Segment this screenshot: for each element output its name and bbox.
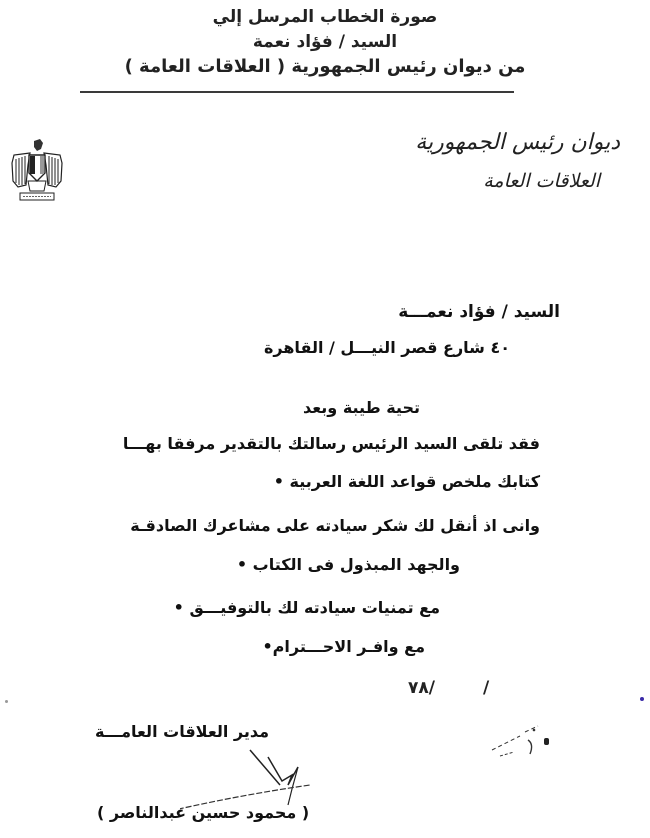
recipient-address: ٤٠ شارع قصر النيـــل / القاهرة <box>263 338 510 357</box>
header-line-2: السيد / فؤاد نعمة <box>252 32 398 52</box>
date-separator: / <box>483 678 490 698</box>
closing-line: مع وافـر الاحـــترام• <box>262 637 425 656</box>
body-line-4: والجهد المبذول فى الكتاب • <box>236 555 460 574</box>
signatory-name: ( محمود حسين عبدالناصر ) <box>97 803 310 822</box>
eagle-emblem-icon <box>8 135 66 207</box>
scan-speck <box>5 700 8 703</box>
body-line-2: كتابك ملخص قواعد اللغة العربية • <box>273 472 540 491</box>
header-line-1: صورة الخطاب المرسل إلي <box>212 7 438 27</box>
date-year: ٧٨/ <box>408 678 435 698</box>
header-line-3: من ديوان رئيس الجمهورية ( العلاقات العامة ) <box>124 56 526 77</box>
header-divider <box>80 91 514 93</box>
signatory-title: مدير العلاقات العامـــة <box>95 722 270 741</box>
letterhead-presidency: ديوان رئيس الجمهورية <box>415 130 620 155</box>
body-line-5: مع تمنيات سيادته لك بالتوفيـــق • <box>173 598 440 617</box>
body-line-3: وانى اذ أنقل لك شكر سيادته على مشاعرك الصادقـة <box>130 516 540 535</box>
recipient-name: السيد / فؤاد نعمـــة <box>398 302 560 322</box>
handwritten-initials <box>480 700 600 760</box>
greeting: تحية طيبة وبعد <box>303 398 420 417</box>
ink-speck <box>640 697 644 701</box>
body-line-1: فقد تلقى السيد الرئيس رسالتك بالتقدير مرفقا بهـــا <box>122 434 540 453</box>
letterhead-department: العلاقات العامة <box>483 170 600 192</box>
